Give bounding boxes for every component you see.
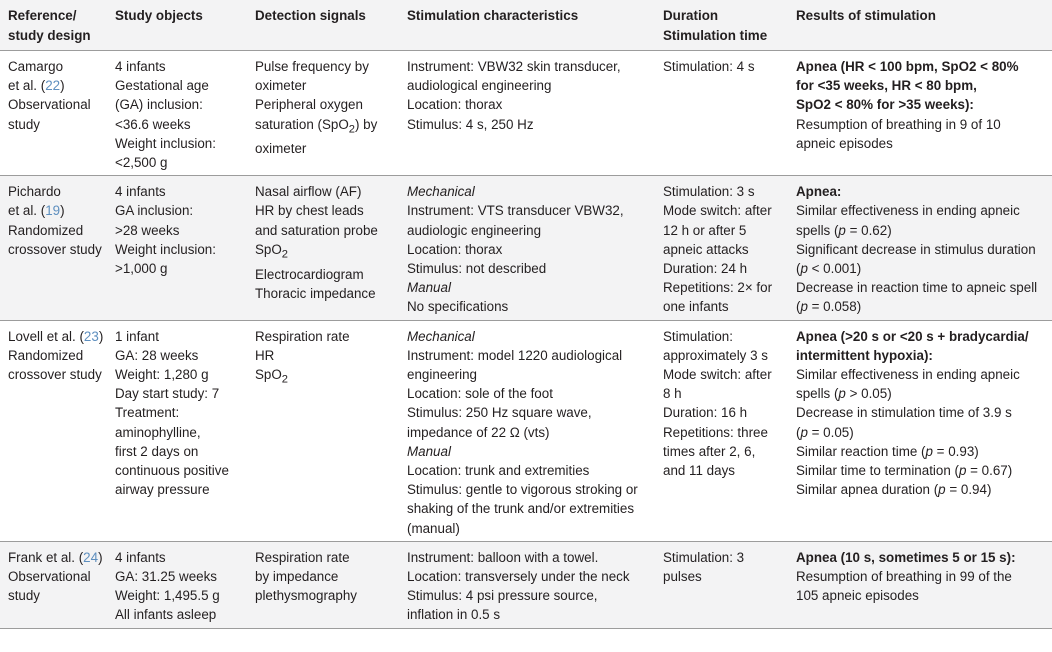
duration-line: apneic attacks [663,241,749,257]
stimulation-line: Instrument: balloon with a towel. [407,549,599,565]
signal-text-after: ) by [355,116,378,132]
stimulation-line: Stimulus: not described [407,261,547,277]
study-design: Randomized [8,347,84,363]
citation-close: ) [98,549,103,565]
result-line: Significant decrease in stimulus duration [796,241,1036,257]
results-cell [788,320,1052,541]
duration-line: pulses [663,569,702,585]
study-object-line: GA: 28 weeks [115,347,199,363]
result-text: spells ( [796,386,839,402]
signal-line [255,548,399,567]
citation-text: et al. ( [8,203,46,219]
study-object-line: (GA) inclusion: [115,97,203,113]
reference-citation [8,548,107,567]
study-objects-cell [107,541,247,628]
column-header-text: Stimulation time [663,28,768,43]
stimulation-line: Instrument: VTS transducer VBW32, [407,203,624,219]
signal-line [255,365,399,390]
duration-line: times after 2, 6, [663,443,756,459]
result-line [796,461,1052,480]
signal-text: SpO [255,367,282,383]
study-object-line: All infants asleep [115,607,217,623]
stimulation-line: Location: sole of the foot [407,386,553,402]
study-objects-cell [107,320,247,541]
stimulation-line: shaking of the trunk and/or extremities [407,501,635,517]
study-object-line: GA inclusion: [115,203,194,219]
result-value: = 0.62) [845,222,892,238]
study-object-line: Weight inclusion: [115,241,216,257]
result-value: = 0.05) [807,424,854,440]
signal-text: saturation (SpO [255,116,349,132]
stimulation-line: Location: transversely under the neck [407,569,630,585]
detection-signals-cell [247,541,399,628]
p-symbol: p [925,443,933,459]
reference-cell [0,176,107,320]
result-line [796,480,1052,499]
result-heading: Apnea (10 s, sometimes 5 or 15 s): [796,549,1016,565]
study-design: study [8,116,41,132]
signal-line [255,284,399,303]
study-object-line: >28 weeks [115,222,180,238]
study-object-line: first 2 days on [115,443,199,459]
result-text: Similar apnea duration ( [796,482,939,498]
duration-cell [655,176,788,320]
signal-text: Electrocardiogram [255,266,364,282]
citation-close: ) [98,328,104,344]
signal-text: Respiration rate [255,328,350,344]
signal-text: oximeter [255,78,307,94]
reference-cell [0,320,107,541]
citation-number: 23 [83,328,99,344]
stimulation-line: audiologic engineering [407,222,542,238]
study-design: Randomized [8,222,84,238]
result-line: Resumption of breathing in 99 of the [796,569,1012,585]
column-header-text: Duration [663,8,719,23]
result-heading: Apnea: [796,184,842,200]
study-design: crossover study [8,241,102,257]
study-object-line: airway pressure [115,482,210,498]
stimulation-line: Stimulus: 4 s, 250 Hz [407,116,534,132]
signal-line [255,221,399,240]
study-design: Observational [8,569,91,585]
study-object-line: 4 infants [115,184,166,200]
reference-citation [8,201,107,220]
duration-line: Duration: 16 h [663,405,748,421]
citation-number: 22 [45,78,61,94]
study-object-line: Treatment: [115,405,180,421]
column-header [399,0,655,51]
duration-line: Stimulation: 3 s [663,184,755,200]
stimulation-mode: Mechanical [407,184,475,200]
duration-cell [655,541,788,628]
result-value: > 0.05) [845,386,892,402]
duration-line: Mode switch: after [663,203,772,219]
result-text: ( [796,424,801,440]
stimulation-mode: Mechanical [407,328,475,344]
study-object-line: 4 infants [115,549,166,565]
duration-line: Repetitions: 2× for [663,280,773,296]
stimulation-cell [399,51,655,176]
detection-signals-cell [247,176,399,320]
result-line [796,442,1052,461]
duration-cell [655,320,788,541]
study-objects-cell [107,176,247,320]
stimulation-cell [399,320,655,541]
stimulation-mode: Manual [407,443,451,459]
duration-line: Stimulation: 3 [663,549,745,565]
signal-text: by impedance [255,569,339,585]
p-symbol: p [938,482,946,498]
signal-text: HR [255,347,275,363]
table-body [0,51,1052,629]
study-object-line: <36.6 weeks [115,116,191,132]
stimulation-line: Instrument: VBW32 skin transducer, [407,59,621,74]
study-object-line: GA: 31.25 weeks [115,569,217,585]
citation-number: 19 [45,203,61,219]
result-line: Resumption of breathing in 9 of 10 [796,116,1001,132]
study-object-line: Weight inclusion: [115,135,216,151]
column-header-text: Results of stimulation [796,8,936,23]
column-header-text: Study objects [115,8,203,23]
p-symbol: p [800,424,808,440]
study-object-line: aminophylline, [115,424,201,440]
duration-cell [655,51,788,176]
signal-text: Thoracic impedance [255,285,376,301]
reference-author: Lovell et al. ( [8,328,84,344]
p-symbol: p [838,386,846,402]
result-value: < 0.001) [807,261,862,277]
signal-text: Respiration rate [255,549,350,565]
duration-line: Stimulation: 4 s [663,59,755,74]
result-text: ( [796,299,801,315]
stimulation-line: inflation in 0.5 s [407,607,501,623]
subscript: 2 [281,248,289,261]
duration-line: Mode switch: after [663,367,772,383]
subscript: 2 [281,373,289,386]
p-symbol: p [838,222,846,238]
duration-line: 12 h or after 5 [663,222,747,238]
stimulation-line: (manual) [407,520,460,536]
signal-line [255,346,399,365]
signal-line [255,139,399,158]
stimulation-line: Location: thorax [407,241,503,257]
signal-text: HR by chest leads [255,203,364,219]
stimulation-line: engineering [407,367,477,383]
reference-author: Frank et al. ( [8,549,84,565]
stimulation-line: Stimulus: gentle to vigorous stroking or [407,482,638,498]
result-heading: Apnea (>20 s or <20 s + bradycardia/ [796,328,1029,344]
result-value: = 0.058) [807,299,862,315]
signal-text: SpO [255,241,282,257]
signal-text: and saturation probe [255,222,378,238]
signal-line [255,182,399,201]
stimulation-line: audiological engineering [407,78,552,94]
signal-text: Pulse frequency by [255,59,369,74]
column-header [655,0,788,51]
stimulation-line: Stimulus: 4 psi pressure source, [407,588,598,604]
stimulation-line: No specifications [407,299,509,315]
detection-signals-cell [247,320,399,541]
result-line: Decrease in reaction time to apneic spell [796,280,1038,296]
column-header-text: Reference/ [8,8,77,23]
table-header [0,0,1052,51]
signal-line [255,76,399,95]
table-row [0,176,1052,320]
column-header [247,0,399,51]
study-object-line: <2,500 g [115,155,168,171]
column-header-text: study design [8,28,91,43]
citation-text: et al. ( [8,78,46,94]
column-header [0,0,107,51]
signal-line [255,57,399,76]
stimulation-line: impedance of 22 Ω (vts) [407,424,550,440]
study-object-line: Day start study: 7 [115,386,220,402]
p-symbol: p [958,463,967,479]
duration-line: Repetitions: three [663,424,768,440]
result-heading: for <35 weeks, HR < 80 bpm, [796,78,977,94]
column-header [107,0,247,51]
result-line: Decrease in stimulation time of 3.9 s [796,405,1012,421]
signal-line [255,95,399,114]
signal-text: Nasal airflow (AF) [255,184,362,200]
stimulation-line: Location: thorax [407,97,503,113]
result-line [796,384,1052,403]
duration-line: 8 h [663,386,682,402]
signal-line [255,240,399,265]
subscript: 2 [348,123,355,136]
p-symbol: p [800,299,808,315]
study-object-line: 4 infants [115,59,166,74]
results-cell [788,541,1052,628]
result-line [796,423,1052,442]
stimulation-cell [399,176,655,320]
p-symbol: p [800,261,808,277]
result-line: 105 apneic episodes [796,588,919,604]
reference-cell [0,541,107,628]
signal-line [255,201,399,220]
study-object-line: continuous positive [115,463,229,479]
signal-text: plethysmography [255,588,357,604]
duration-line: Stimulation: [663,328,733,344]
duration-line: approximately 3 s [663,347,768,363]
signal-text: Peripheral oxygen [255,97,363,113]
study-object-line: Weight: 1,280 g [115,367,209,383]
result-heading: Apnea (HR < 100 bpm, SpO2 < 80% [796,59,1019,74]
duration-line: Duration: 24 h [663,261,748,277]
header-row [0,0,1052,51]
reference-citation [8,327,107,346]
study-design: study [8,588,41,604]
reference-cell [0,51,107,176]
stimulation-line: Stimulus: 250 Hz square wave, [407,405,592,421]
study-object-line: 1 infant [115,328,159,344]
stimulation-mode: Manual [407,280,451,296]
study-object-line: >1,000 g [115,261,168,277]
result-line: Similar effectiveness in ending apneic [796,203,1020,219]
study-object-line: Weight: 1,495.5 g [115,588,220,604]
signal-line [255,567,399,586]
results-cell [788,51,1052,176]
study-objects-cell [107,51,247,176]
table-row [0,541,1052,628]
citation-close: ) [60,203,65,219]
signal-line [255,115,399,140]
result-line: Similar effectiveness in ending apneic [796,367,1020,383]
result-line [796,259,1052,278]
column-header-text: Stimulation characteristics [407,8,579,23]
stimulation-line: Instrument: model 1220 audiological [407,347,623,363]
result-line: apneic episodes [796,135,893,151]
signal-line [255,327,399,346]
table-row [0,320,1052,541]
detection-signals-cell [247,51,399,176]
result-value: = 0.67) [966,463,1013,479]
citation-close: ) [60,78,65,94]
result-text: Similar time to termination ( [796,463,959,479]
column-header [788,0,1052,51]
result-value: = 0.93) [932,443,979,459]
results-cell [788,176,1052,320]
study-design: Observational [8,97,91,113]
citation-number: 24 [83,549,99,565]
study-design: crossover study [8,367,102,383]
table-row [0,51,1052,176]
column-header-text: Detection signals [255,8,366,23]
reference-author: Pichardo [8,184,61,200]
result-text: ( [796,261,801,277]
result-text: Similar reaction time ( [796,443,926,459]
signal-text: oximeter [255,141,307,157]
stimulation-line: Location: trunk and extremities [407,463,590,479]
result-line [796,297,1052,316]
result-line [796,221,1052,240]
reference-citation [8,76,107,95]
result-heading: intermittent hypoxia): [796,347,933,363]
study-object-line: Gestational age [115,78,209,94]
reference-author: Camargo [8,59,64,74]
result-heading: SpO2 < 80% for >35 weeks): [796,97,974,113]
signal-line [255,265,399,284]
duration-line: one infants [663,299,729,315]
signal-line [255,586,399,605]
stimulation-cell [399,541,655,628]
result-value: = 0.94) [945,482,992,498]
result-text: spells ( [796,222,839,238]
duration-line: and 11 days [663,463,735,479]
